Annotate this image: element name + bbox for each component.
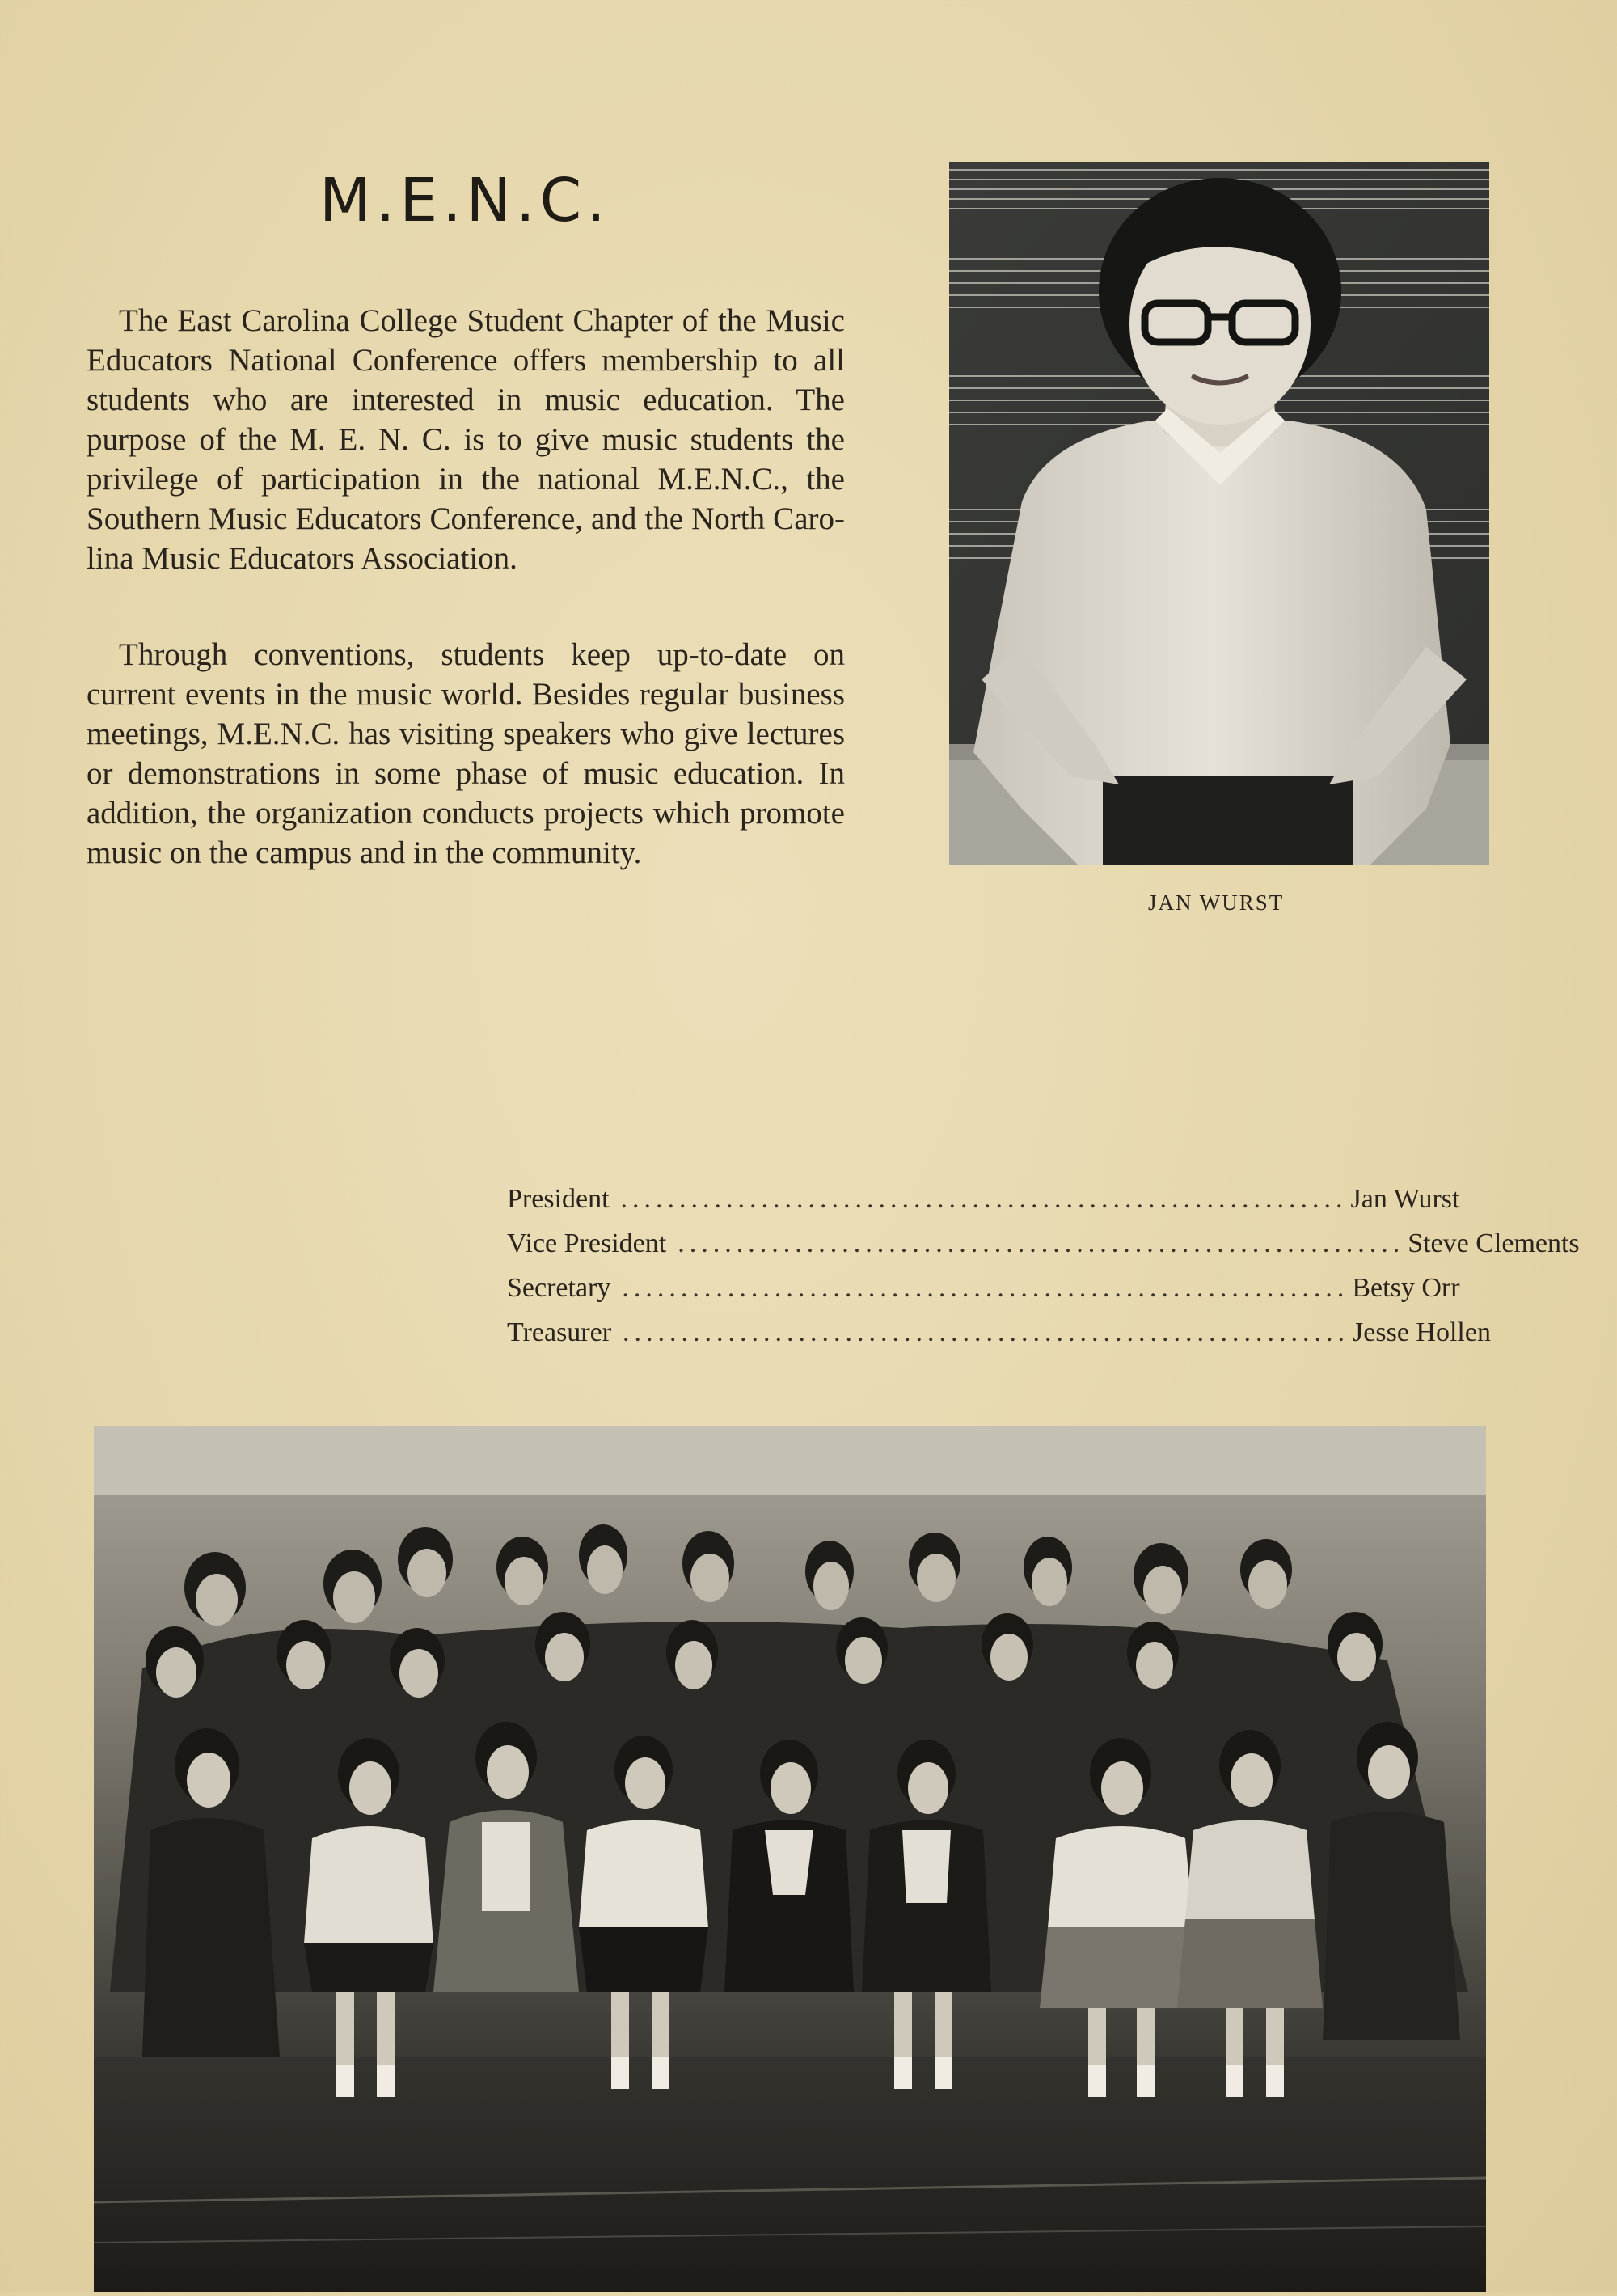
officer-name: Steve Clements	[1408, 1228, 1580, 1258]
portrait-photo	[949, 162, 1489, 865]
officers-list	[507, 1177, 1580, 1355]
group-photo	[94, 1426, 1486, 2292]
portrait-caption: JAN WURST	[1148, 890, 1285, 915]
portrait-photo-illustration	[949, 162, 1489, 865]
intro-paragraph: The East Carolina College Student Chapter of the Music Educators National Conference offers membership to all students who are interested in music education. The purpose of the M. E. N. C. is to give music students the privilege of participation in the national M.E.N.C., the Southern Music Educators Conference, and the North Carolina Music Educators Association.	[87, 303, 845, 576]
leader-dots: ..............................................................	[623, 1317, 1350, 1347]
page-title: M.E.N.C.	[319, 166, 610, 235]
officer-name: Betsy Orr	[1352, 1273, 1460, 1303]
leader-dots: ..............................................................	[678, 1228, 1405, 1258]
activities-paragraph: Through conventions, students keep up-to-date on current events in the music world. Besides regular business meetings, M.E.N.C. has visiting speakers who give lectures or demonstrations in some phase of music education. In addition, the organization conducts projects which promote music on the campus and in the community.	[87, 637, 845, 870]
officer-role: Secretary	[507, 1273, 611, 1303]
officer-row-secretary	[507, 1266, 1460, 1310]
officer-row-president	[507, 1177, 1460, 1221]
officer-name: Jesse Hollen	[1353, 1317, 1491, 1347]
officer-row-vice-president	[507, 1221, 1580, 1266]
officer-name: Jan Wurst	[1350, 1184, 1460, 1214]
leader-dots: ..............................................................	[620, 1184, 1348, 1214]
officer-role: President	[507, 1184, 610, 1214]
officer-role: Vice President	[507, 1228, 667, 1258]
group-photo-illustration	[94, 1426, 1486, 2292]
leader-dots: ..............................................................	[622, 1273, 1349, 1303]
officer-role: Treasurer	[507, 1317, 612, 1347]
officer-row-treasurer	[507, 1310, 1491, 1355]
